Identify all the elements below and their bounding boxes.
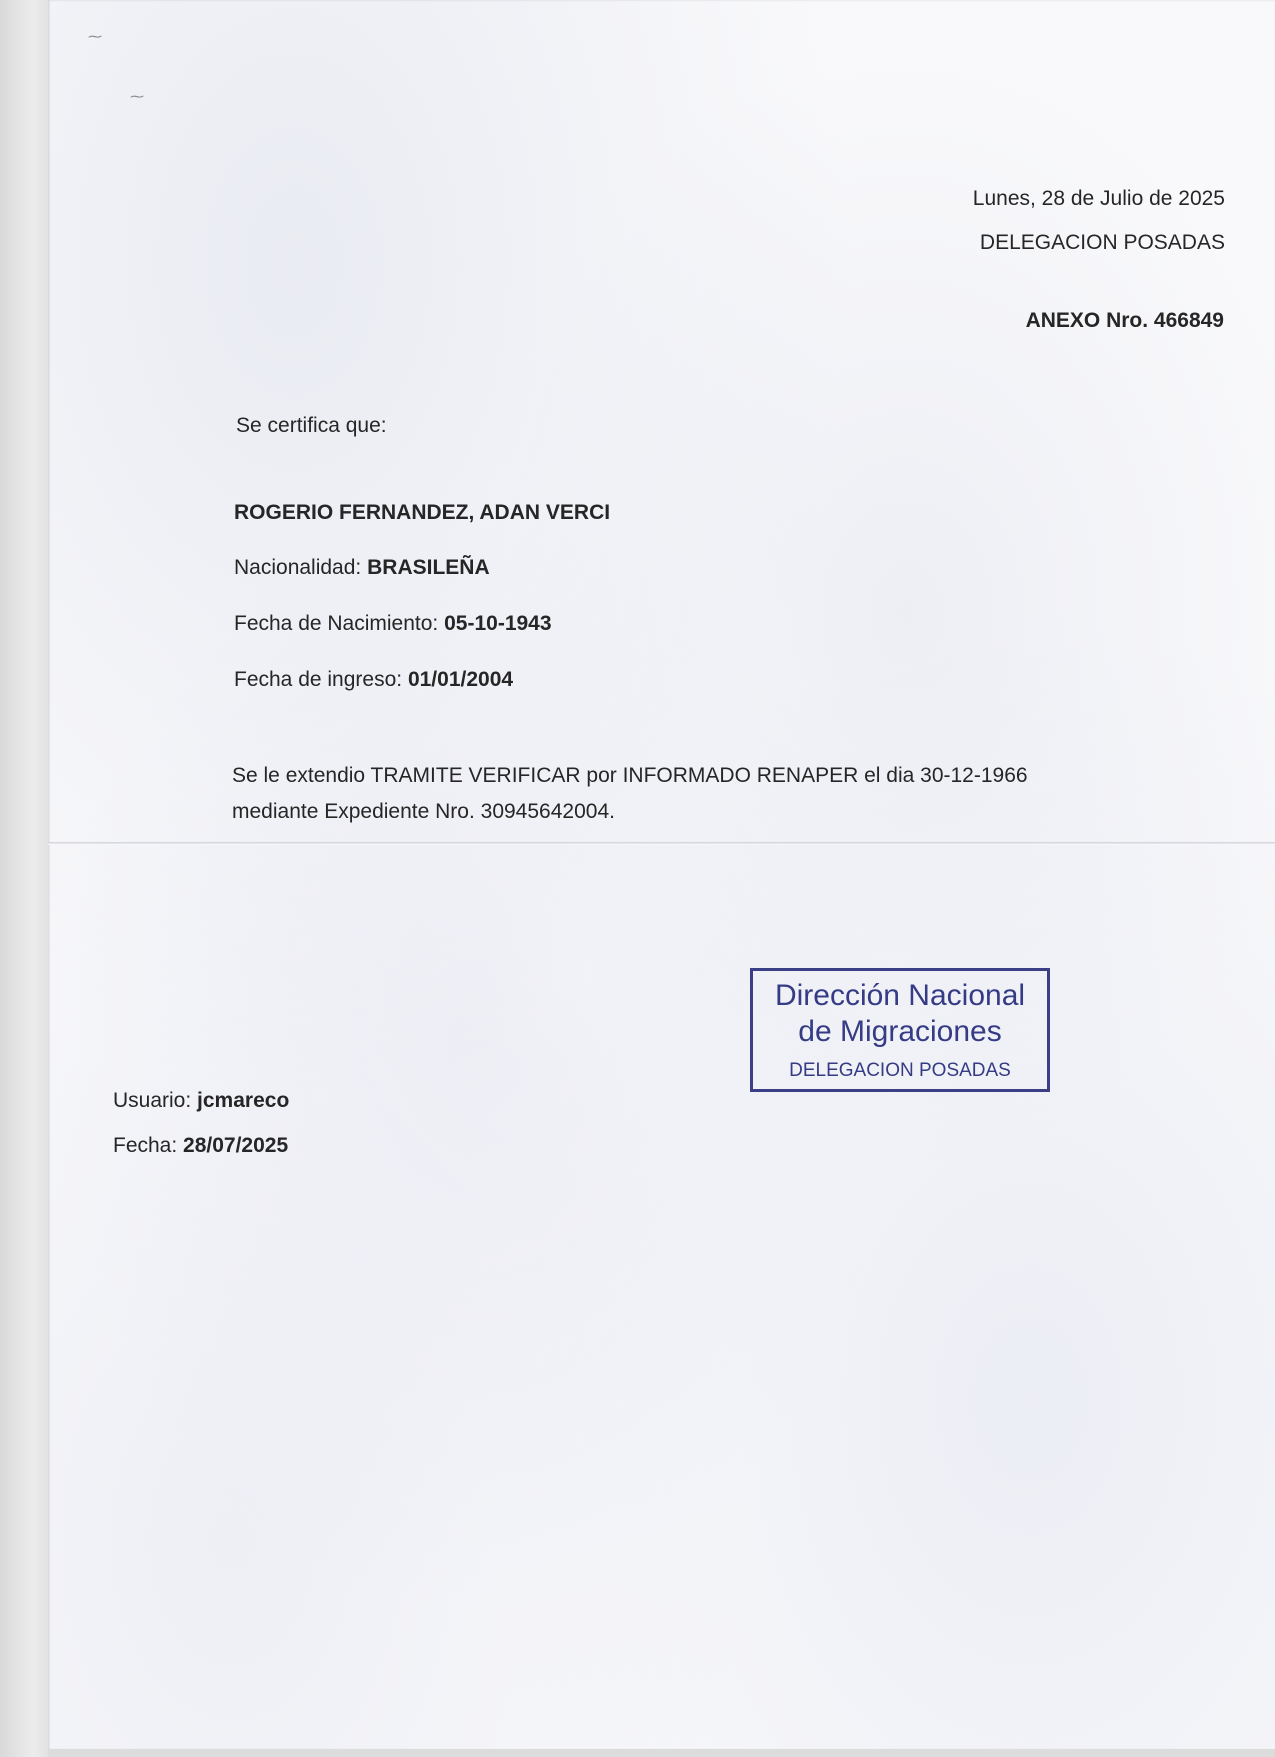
certification-intro: Se certifica que:: [236, 414, 387, 437]
scanner-left-margin: [0, 0, 48, 1757]
footer-date-value: 28/07/2025: [183, 1134, 289, 1157]
user-row: [113, 1088, 289, 1114]
procedure-line-2: mediante Expediente Nro. 30945642004.: [232, 800, 615, 823]
footer-date-label: Fecha:: [113, 1134, 178, 1157]
birth-date-row: [234, 611, 552, 637]
user-value: jcmareco: [197, 1089, 290, 1112]
issuing-office: DELEGACION POSADAS: [979, 231, 1225, 254]
scanner-bottom-margin: [48, 1749, 1275, 1757]
pencil-scribble-mark: ⁓: [88, 28, 102, 44]
official-stamp: [750, 968, 1050, 1092]
stamp-line-3: DELEGACION POSADAS: [789, 1060, 1011, 1081]
stamp-line-2: de Migraciones: [798, 1015, 1002, 1048]
annex-number: ANEXO Nro. 466849: [1025, 309, 1224, 332]
document-date: Lunes, 28 de Julio de 2025: [972, 187, 1225, 210]
nationality-value: BRASILEÑA: [367, 556, 490, 579]
entry-date-label: Fecha de ingreso:: [234, 668, 403, 691]
procedure-line-1: Se le extendio TRAMITE VERIFICAR por INFORMADO RENAPER el dia 30-12-1966: [232, 764, 1028, 787]
footer-date-row: [113, 1133, 288, 1159]
paper-sheet: [48, 0, 1275, 1750]
user-label: Usuario:: [113, 1089, 192, 1112]
birth-date-label: Fecha de Nacimiento:: [234, 612, 439, 635]
entry-date-value: 01/01/2004: [407, 668, 514, 691]
nationality-label: Nacionalidad:: [234, 556, 362, 579]
paper-fold-crease: [48, 842, 1275, 845]
pencil-scribble-mark: ⁓: [130, 88, 144, 104]
entry-date-row: [234, 667, 513, 693]
stamp-line-1: Dirección Nacional: [774, 979, 1026, 1012]
nationality-row: [234, 555, 490, 581]
person-name: ROGERIO FERNANDEZ, ADAN VERCI: [234, 501, 611, 524]
birth-date-value: 05-10-1943: [444, 612, 552, 635]
